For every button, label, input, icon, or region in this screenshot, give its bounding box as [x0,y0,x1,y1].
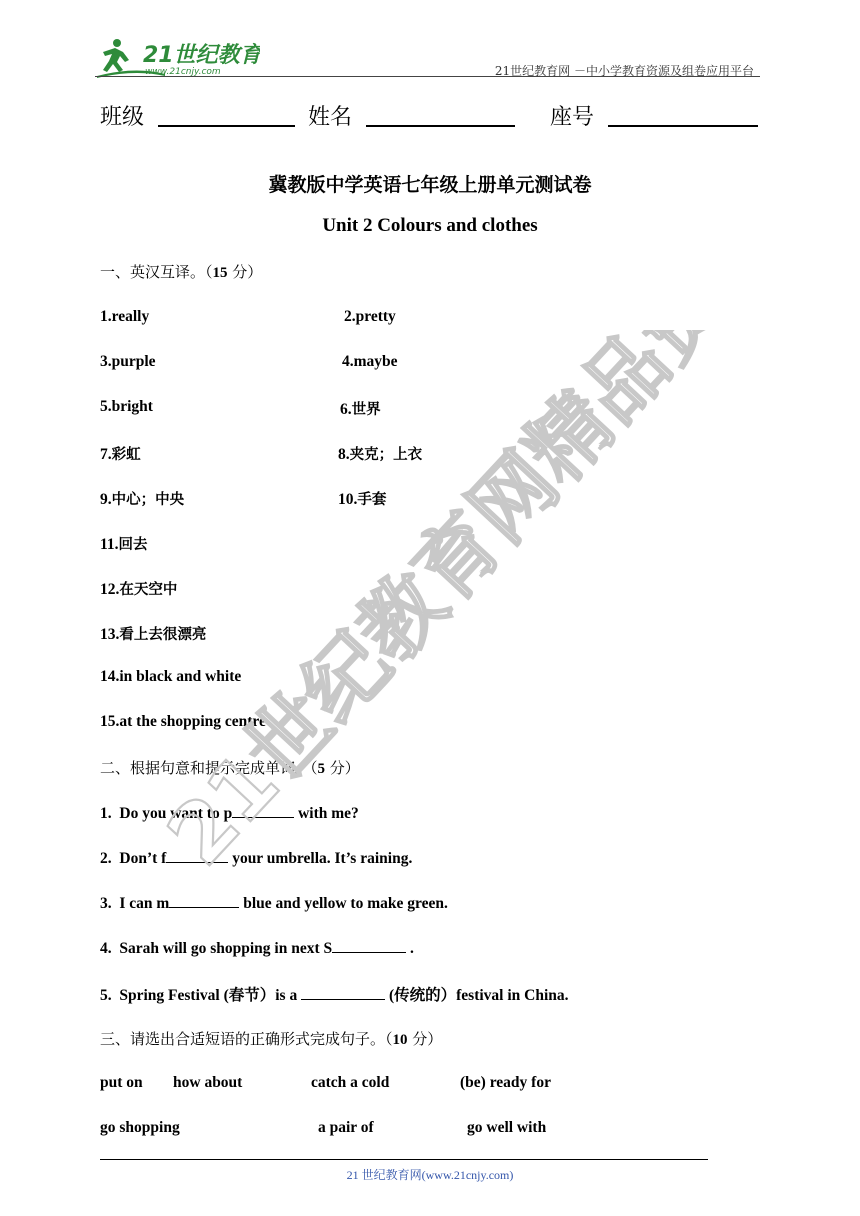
class-label: 班级 [100,105,145,130]
list-item: 1. Do you want to p with me? [100,805,359,822]
answer-blank[interactable] [166,848,228,863]
watermark-text: 21世纪教育网精品资料 [150,330,735,884]
list-item: 13.看上去很漂亮 [100,626,207,643]
list-item: 15.at the shopping centre [100,713,266,730]
logo-text: 21世纪教育 [143,43,260,68]
name-label: 姓名 [308,105,353,130]
phrase-option: a pair of [318,1119,374,1136]
list-item: 10.手套 [338,491,387,508]
logo-url: www.21cnjy.com [145,67,221,77]
name-blank[interactable] [366,125,515,127]
section1-heading: 一、英汉互译。（15 分） [100,263,263,281]
list-item: 6.世界 [340,401,381,418]
list-item: 5.bright [100,398,153,415]
header-site-name: 21世纪教育网 －中小学教育资源及组卷应用平台 [494,64,754,78]
phrase-option: how about [173,1074,243,1091]
list-item: 2.pretty [344,308,396,325]
list-item: 4. Sarah will go shopping in next S . [100,940,414,957]
list-item: 3. I can m blue and yellow to make green. [100,895,448,912]
class-blank[interactable] [158,125,295,127]
phrase-option: catch a cold [311,1074,390,1091]
header-divider [95,76,760,77]
seat-blank[interactable] [608,125,758,127]
list-item: 4.maybe [342,353,398,370]
phrase-option: go well with [467,1119,547,1136]
list-item: 3.purple [100,353,156,370]
answer-blank[interactable] [169,893,239,908]
phrase-option: (be) ready for [460,1074,551,1091]
seat-label: 座号 [550,105,595,130]
page-title-en: Unit 2 Colours and clothes [322,215,538,236]
footer-divider [100,1159,708,1160]
phrase-option: put on [100,1074,143,1091]
answer-blank[interactable] [332,938,406,953]
section2-heading: 二、根据句意和提示完成单词。（5 分） [100,759,360,777]
answer-blank[interactable] [232,803,294,818]
section3-heading: 三、请选出合适短语的正确形式完成句子。（10 分） [100,1030,443,1048]
list-item: 2. Don’t f your umbrella. It’s raining. [100,850,413,867]
list-item: 9.中心；中央 [100,491,185,508]
footer-text[interactable]: 21 世纪教育网(www.21cnjy.com) [346,1168,514,1182]
list-item: 7.彩虹 [100,446,141,463]
answer-blank[interactable] [301,985,385,1000]
list-item: 12.在天空中 [100,581,178,598]
page-title-cn: 冀教版中学英语七年级上册单元测试卷 [268,174,592,196]
site-logo [95,36,260,80]
list-item: 14.in black and white [100,668,242,685]
list-item: 5. Spring Festival (春节）is a (传统的）festival in China. [100,987,569,1004]
list-item: 11.回去 [100,536,148,553]
phrase-option: go shopping [100,1119,180,1136]
list-item: 8.夹克；上衣 [338,446,423,463]
list-item: 1.really [100,308,150,325]
